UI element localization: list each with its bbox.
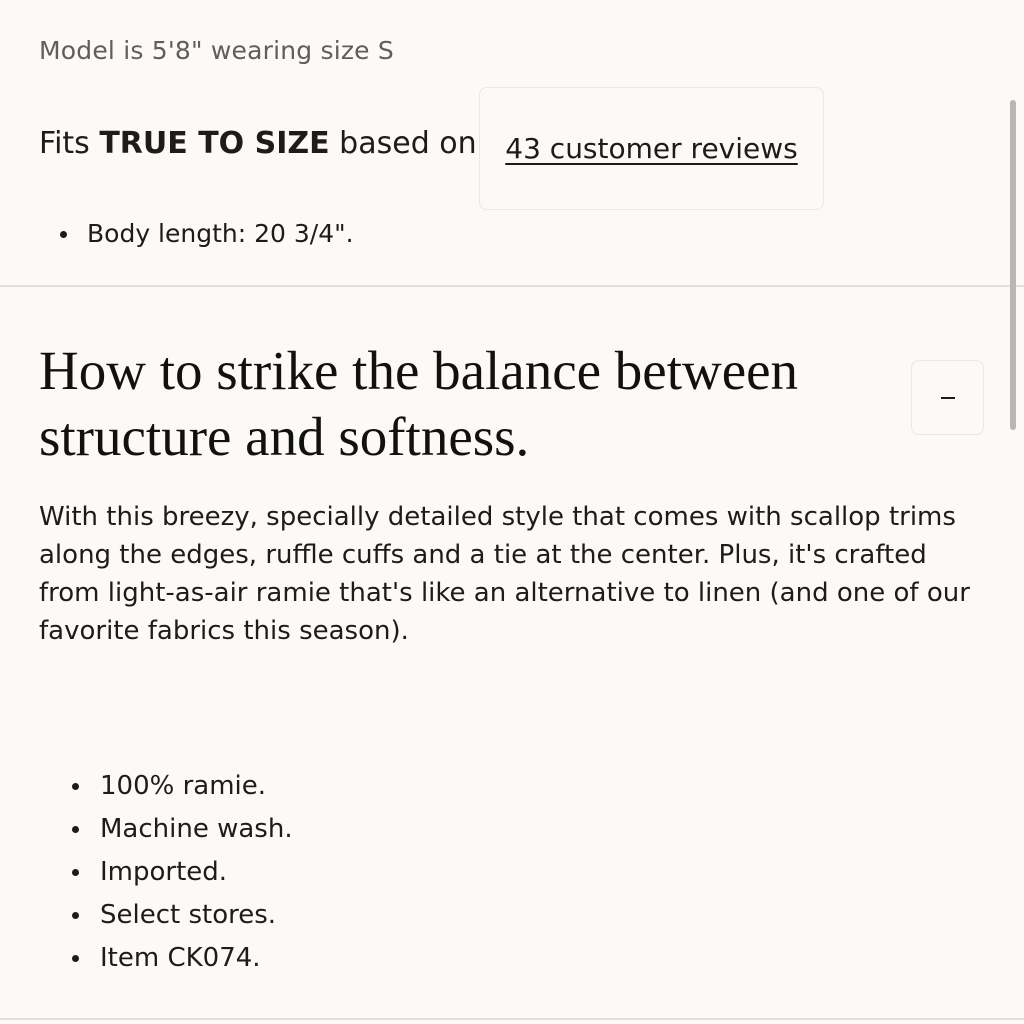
customer-reviews-link[interactable]: 43 customer reviews xyxy=(505,132,798,165)
fit-summary xyxy=(39,126,477,161)
measurements-list xyxy=(0,215,354,253)
fit-rating: TRUE TO SIZE xyxy=(99,126,330,161)
detail-item: Select stores. xyxy=(0,894,293,937)
product-headline: How to strike the balance between structure and softness. xyxy=(39,340,799,467)
product-details-list xyxy=(0,765,293,980)
section-divider-bottom xyxy=(0,1018,1024,1020)
detail-item: Machine wash. xyxy=(0,808,293,851)
collapse-section-button[interactable] xyxy=(911,360,984,435)
detail-item: Item CK074. xyxy=(0,937,293,980)
fit-prefix: Fits xyxy=(39,126,100,161)
section-divider xyxy=(0,285,1024,287)
detail-item: 100% ramie. xyxy=(0,765,293,808)
customer-reviews-button[interactable] xyxy=(479,87,824,210)
product-description: With this breezy, specially detailed style that comes with scallop trims along the edges, ruffle cuffs and a tie at the center. Plus, it's crafted from light-as-air ramie that's like an alternative to linen (and one of our favorite fabrics this season). xyxy=(39,502,970,646)
scrollbar-thumb[interactable] xyxy=(1010,100,1016,430)
scrollbar[interactable] xyxy=(1008,100,1018,430)
model-size-note: Model is 5'8" wearing size S xyxy=(39,36,394,65)
measurement-item: Body length: 20 3/4". xyxy=(0,215,354,253)
minus-icon xyxy=(941,397,955,399)
detail-item: Imported. xyxy=(0,851,293,894)
fit-suffix: based on xyxy=(329,126,477,161)
